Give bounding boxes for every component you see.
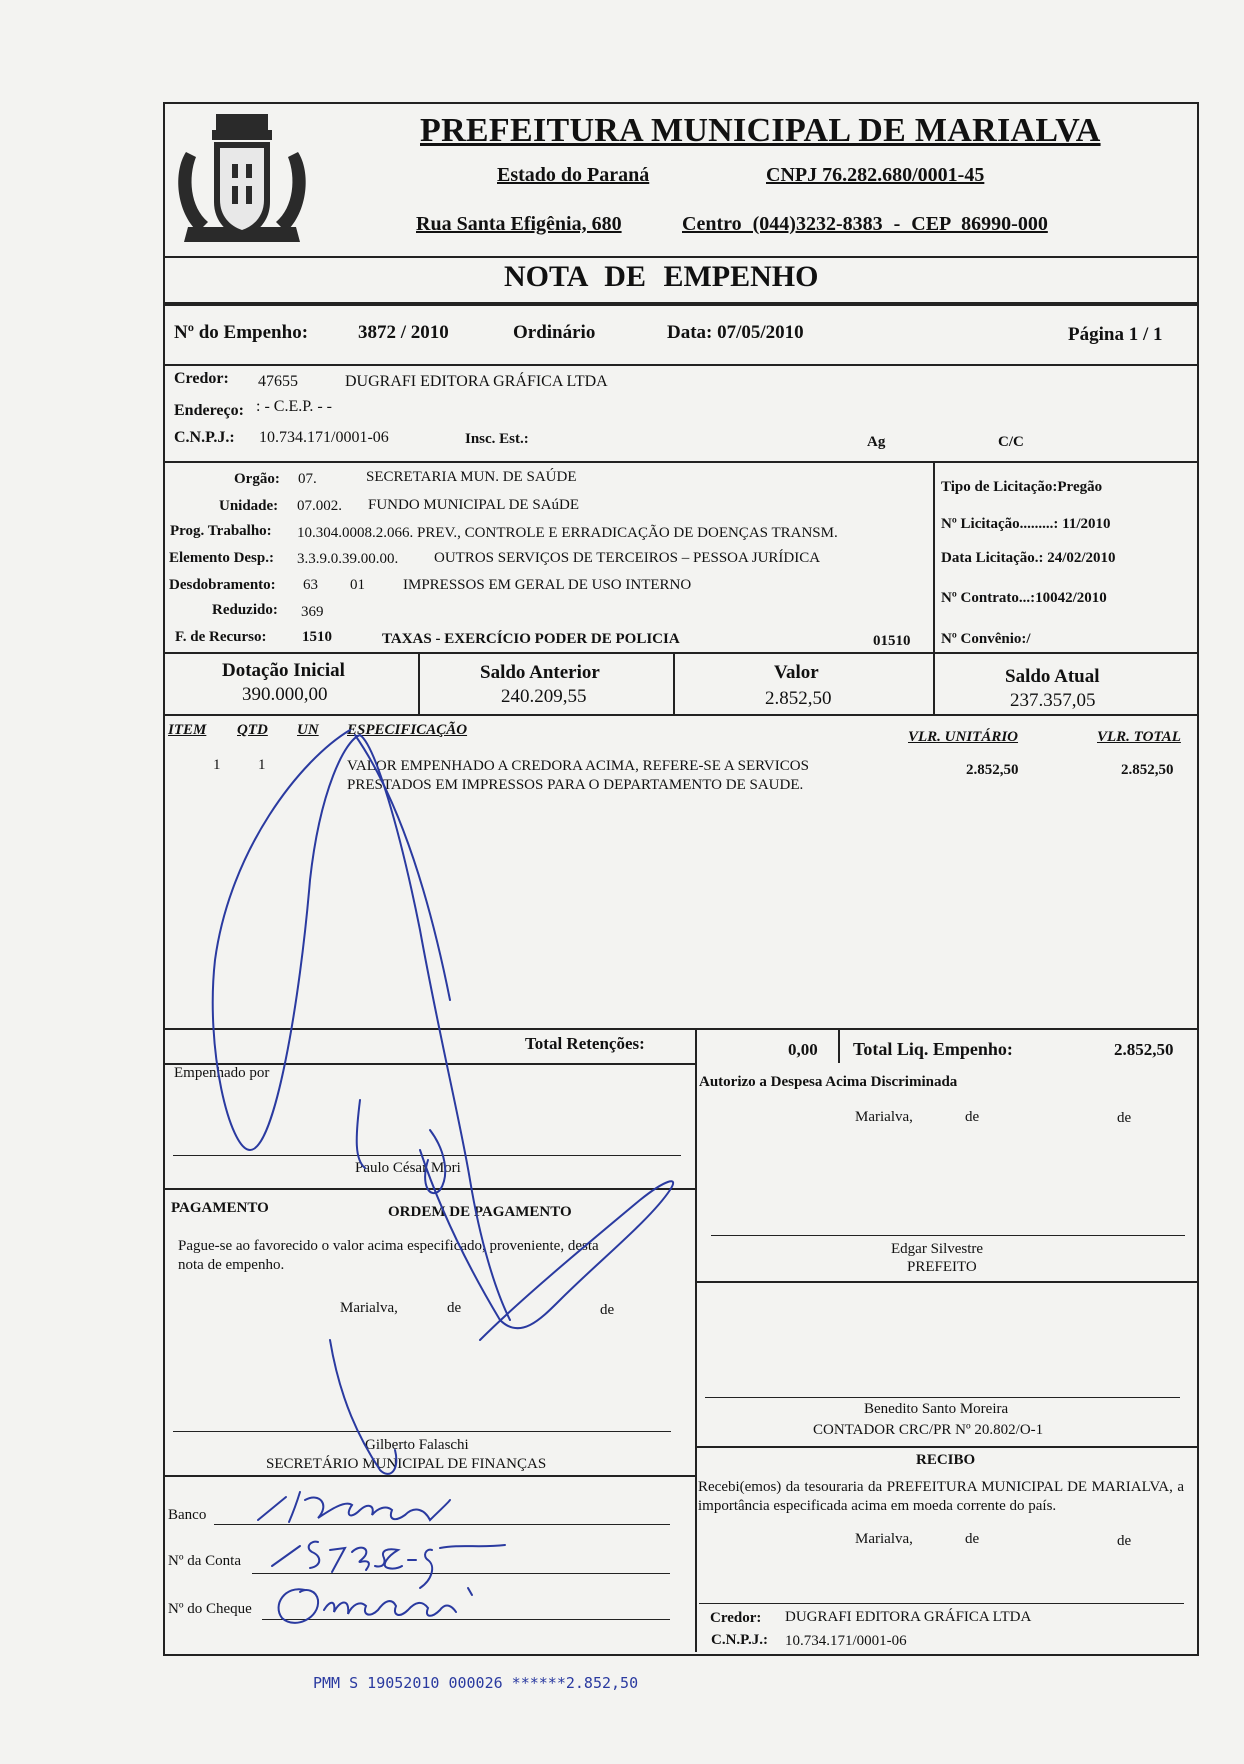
rule-contador bbox=[695, 1446, 1197, 1448]
rule-credor bbox=[163, 461, 1197, 463]
rule-pagamento bbox=[163, 1475, 695, 1477]
gilberto-nome: Gilberto Falaschi bbox=[365, 1437, 469, 1453]
rule-items bbox=[163, 1028, 1197, 1030]
recurso-label: F. de Recurso: bbox=[175, 629, 267, 645]
autorizo-marialva: Marialva, bbox=[855, 1109, 913, 1125]
licitacao-tipo bbox=[941, 479, 1102, 496]
col-qtd: QTD bbox=[237, 722, 268, 738]
valor-valor: 2.852,50 bbox=[765, 688, 832, 709]
recibo-cnpj-label: C.N.P.J.: bbox=[711, 1632, 768, 1648]
rule-empenho bbox=[163, 364, 1197, 366]
coat-of-arms-logo bbox=[168, 102, 316, 252]
cc-label: C/C bbox=[998, 434, 1024, 450]
rule-title bbox=[163, 302, 1197, 306]
pagamento-marialva: Marialva, bbox=[340, 1300, 398, 1316]
orgao-nome: SECRETARIA MUN. DE SAÚDE bbox=[366, 469, 577, 485]
col-vlr-unitario: VLR. UNITÁRIO bbox=[908, 729, 1019, 745]
rule-saldos bbox=[163, 714, 1197, 716]
unidade-label: Unidade: bbox=[219, 498, 279, 514]
endereco-prefeitura: Rua Santa Efigênia, 680 bbox=[416, 213, 622, 235]
empenho-tipo: Ordinário bbox=[513, 322, 596, 343]
empenhado-por-label: Empenhado por bbox=[174, 1065, 270, 1081]
recibo-texto: Recebi(emos) da tesouraria da PREFEITURA MUNICIPAL DE MARIALVA, a importância especificada acima em moeda corrente do país. bbox=[698, 1479, 1184, 1514]
rule-empenhado bbox=[163, 1188, 695, 1190]
vrule-licitacao bbox=[933, 461, 935, 714]
prefeito-cargo: PREFEITO bbox=[907, 1259, 977, 1275]
unidade-codigo: 07.002. bbox=[297, 498, 342, 514]
recurso-nome: TAXAS - EXERCÍCIO PODER DE POLICIA bbox=[382, 631, 680, 647]
licitacao-contrato: Nº Contrato...:10042/2010 bbox=[941, 590, 1107, 606]
recurso-codigo: 1510 bbox=[302, 629, 332, 645]
licitacao-data: Data Licitação.: 24/02/2010 bbox=[941, 550, 1116, 566]
empenho-data: Data: 07/05/2010 bbox=[667, 322, 804, 343]
autorizo-de-2: de bbox=[1117, 1110, 1132, 1126]
credor-codigo: 47655 bbox=[258, 373, 298, 390]
dotacao-label: Dotação Inicial bbox=[222, 660, 345, 681]
pagamento-de-2: de bbox=[600, 1302, 615, 1318]
col-un: UN bbox=[297, 722, 319, 738]
saldo-atual-label: Saldo Atual bbox=[1005, 666, 1100, 687]
desdobramento-b: 01 bbox=[350, 577, 365, 593]
recibo-cnpj-valor: 10.734.171/0001-06 bbox=[785, 1633, 907, 1649]
rule-header bbox=[163, 256, 1197, 258]
saldo-anterior-label: Saldo Anterior bbox=[480, 662, 600, 683]
endereco-valor: : - C.E.P. - - bbox=[256, 398, 332, 415]
reduzido-valor: 369 bbox=[301, 604, 324, 620]
retencoes-valor: 0,00 bbox=[788, 1040, 818, 1059]
desdobramento-a: 63 bbox=[303, 577, 318, 593]
liquido-label: Total Liq. Empenho: bbox=[853, 1039, 1013, 1059]
licitacao-convenio: Nº Convênio:/ bbox=[941, 631, 1031, 647]
recibo-de-2: de bbox=[1117, 1533, 1132, 1549]
conta-label: Nº da Conta bbox=[168, 1553, 241, 1569]
cnpj-label: C.N.P.J.: bbox=[174, 429, 235, 446]
document-title: NOTA DE EMPENHO bbox=[504, 260, 819, 293]
desdobramento-nome: IMPRESSOS EM GERAL DE USO INTERNO bbox=[403, 577, 692, 593]
vrule-saldo-2 bbox=[673, 652, 675, 714]
elemento-codigo: 3.3.9.0.39.00.00. bbox=[297, 551, 399, 567]
pagamento-label: PAGAMENTO bbox=[171, 1200, 269, 1216]
retencoes-label: Total Retenções: bbox=[525, 1034, 645, 1053]
recibo-credor-label: Credor: bbox=[710, 1610, 762, 1626]
prog-valor: 10.304.0008.2.066. PREV., CONTROLE E ERRADICAÇÃO DE DOENÇAS TRANSM. bbox=[297, 525, 838, 541]
orgao-label: Orgão: bbox=[234, 471, 280, 487]
pagamento-texto-1: Pague-se ao favorecido o valor acima especificado, proveniente, desta bbox=[178, 1238, 599, 1254]
valor-label: Valor bbox=[774, 662, 819, 683]
item-row-1-item: 1 bbox=[213, 757, 221, 773]
item-row-1-esp-line2: PRESTADOS EM IMPRESSOS PARA O DEPARTAMENTO DE SAUDE. bbox=[347, 777, 804, 793]
credor-label: Credor: bbox=[174, 370, 229, 387]
item-row-1-esp-line1: VALOR EMPENHADO A CREDORA ACIMA, REFERE-SE A SERVICOS bbox=[347, 758, 809, 774]
liquido-valor: 2.852,50 bbox=[1114, 1040, 1174, 1059]
vrule-bottom-split bbox=[695, 1028, 697, 1652]
credor-nome: DUGRAFI EDITORA GRÁFICA LTDA bbox=[345, 373, 608, 390]
saldo-anterior-valor: 240.209,55 bbox=[501, 686, 587, 707]
cheque-line bbox=[262, 1619, 670, 1620]
elemento-nome: OUTROS SERVIÇOS DE TERCEIROS – PESSOA JURÍDICA bbox=[434, 550, 821, 566]
pagamento-texto-2: nota de empenho. bbox=[178, 1257, 285, 1273]
saldo-atual-valor: 237.357,05 bbox=[1010, 690, 1096, 711]
ag-label: Ag bbox=[867, 434, 886, 450]
ordem-pagamento-label: ORDEM DE PAGAMENTO bbox=[388, 1204, 572, 1220]
insc-label: Insc. Est.: bbox=[465, 431, 529, 447]
empenho-numero: 3872 / 2010 bbox=[358, 322, 449, 343]
signature-line-contador bbox=[705, 1397, 1180, 1398]
contador-cargo: CONTADOR CRC/PR Nº 20.802/O-1 bbox=[813, 1422, 1044, 1438]
secretario-cargo: SECRETÁRIO MUNICIPAL DE FINANÇAS bbox=[266, 1456, 547, 1472]
autorizo-de-1: de bbox=[965, 1109, 980, 1125]
footer-stamp: PMM S 19052010 000026 ******2.852,50 bbox=[313, 1674, 639, 1692]
paulo-nome: Paulo César Mori bbox=[355, 1160, 461, 1176]
item-row-1-unit: 2.852,50 bbox=[966, 762, 1019, 778]
cheque-label: Nº do Cheque bbox=[168, 1601, 252, 1617]
autorizo-label: Autorizo a Despesa Acima Discriminada bbox=[699, 1074, 958, 1090]
pagamento-de-1: de bbox=[447, 1300, 462, 1316]
recibo-title: RECIBO bbox=[916, 1452, 976, 1468]
dotacao-valor: 390.000,00 bbox=[242, 684, 328, 705]
signature-line-secretario bbox=[173, 1431, 671, 1432]
recibo-marialva: Marialva, bbox=[855, 1531, 913, 1547]
desdobramento-label: Desdobramento: bbox=[169, 577, 276, 593]
endereco-label: Endereço: bbox=[174, 402, 244, 419]
banco-line bbox=[214, 1524, 670, 1525]
rule-class bbox=[163, 652, 1197, 654]
item-row-1-total: 2.852,50 bbox=[1121, 762, 1174, 778]
elemento-label: Elemento Desp.: bbox=[169, 550, 274, 566]
vrule-saldo-1 bbox=[418, 652, 420, 714]
benedito-nome: Benedito Santo Moreira bbox=[864, 1401, 1009, 1417]
edgar-nome: Edgar Silvestre bbox=[891, 1241, 984, 1257]
signature-line-recibo bbox=[699, 1603, 1184, 1604]
col-item: ITEM bbox=[168, 722, 207, 738]
reduzido-label: Reduzido: bbox=[212, 602, 278, 618]
vrule-totais bbox=[838, 1028, 840, 1063]
recibo-de-1: de bbox=[965, 1531, 980, 1547]
banco-label: Banco bbox=[168, 1507, 207, 1523]
signature-line-prefeito bbox=[711, 1235, 1185, 1236]
item-row-1-qtd: 1 bbox=[258, 757, 266, 773]
credor-cnpj: 10.734.171/0001-06 bbox=[259, 429, 389, 446]
licitacao-numero: Nº Licitação.........: 11/2010 bbox=[941, 516, 1111, 532]
empenho-label: Nº do Empenho: bbox=[174, 322, 309, 343]
conta-line bbox=[252, 1573, 670, 1574]
unidade-nome: FUNDO MUNICIPAL DE SAúDE bbox=[368, 497, 579, 513]
orgao-codigo: 07. bbox=[298, 471, 317, 487]
rule-prefeito bbox=[695, 1281, 1197, 1283]
recibo-credor-nome: DUGRAFI EDITORA GRÁFICA LTDA bbox=[785, 1609, 1032, 1625]
col-vlr-total: VLR. TOTAL bbox=[1097, 729, 1181, 745]
signature-line-empenhado bbox=[173, 1155, 681, 1156]
page-title: PREFEITURA MUNICIPAL DE MARIALVA bbox=[420, 112, 1101, 149]
recurso-codigo-2: 01510 bbox=[873, 633, 911, 649]
col-especificacao: ESPECIFICAÇÃO bbox=[347, 722, 468, 738]
empenho-pagina: Página 1 / 1 bbox=[1068, 324, 1163, 345]
estado-label: Estado do Paraná bbox=[497, 164, 650, 186]
cnpj-prefeitura: CNPJ 76.282.680/0001-45 bbox=[766, 164, 985, 186]
contato-prefeitura: Centro (044)3232-8383 - CEP 86990-000 bbox=[682, 213, 1048, 235]
licitacao-tipo-text: Tipo de Licitação:Pregão bbox=[941, 479, 1103, 495]
prog-label: Prog. Trabalho: bbox=[170, 523, 272, 539]
